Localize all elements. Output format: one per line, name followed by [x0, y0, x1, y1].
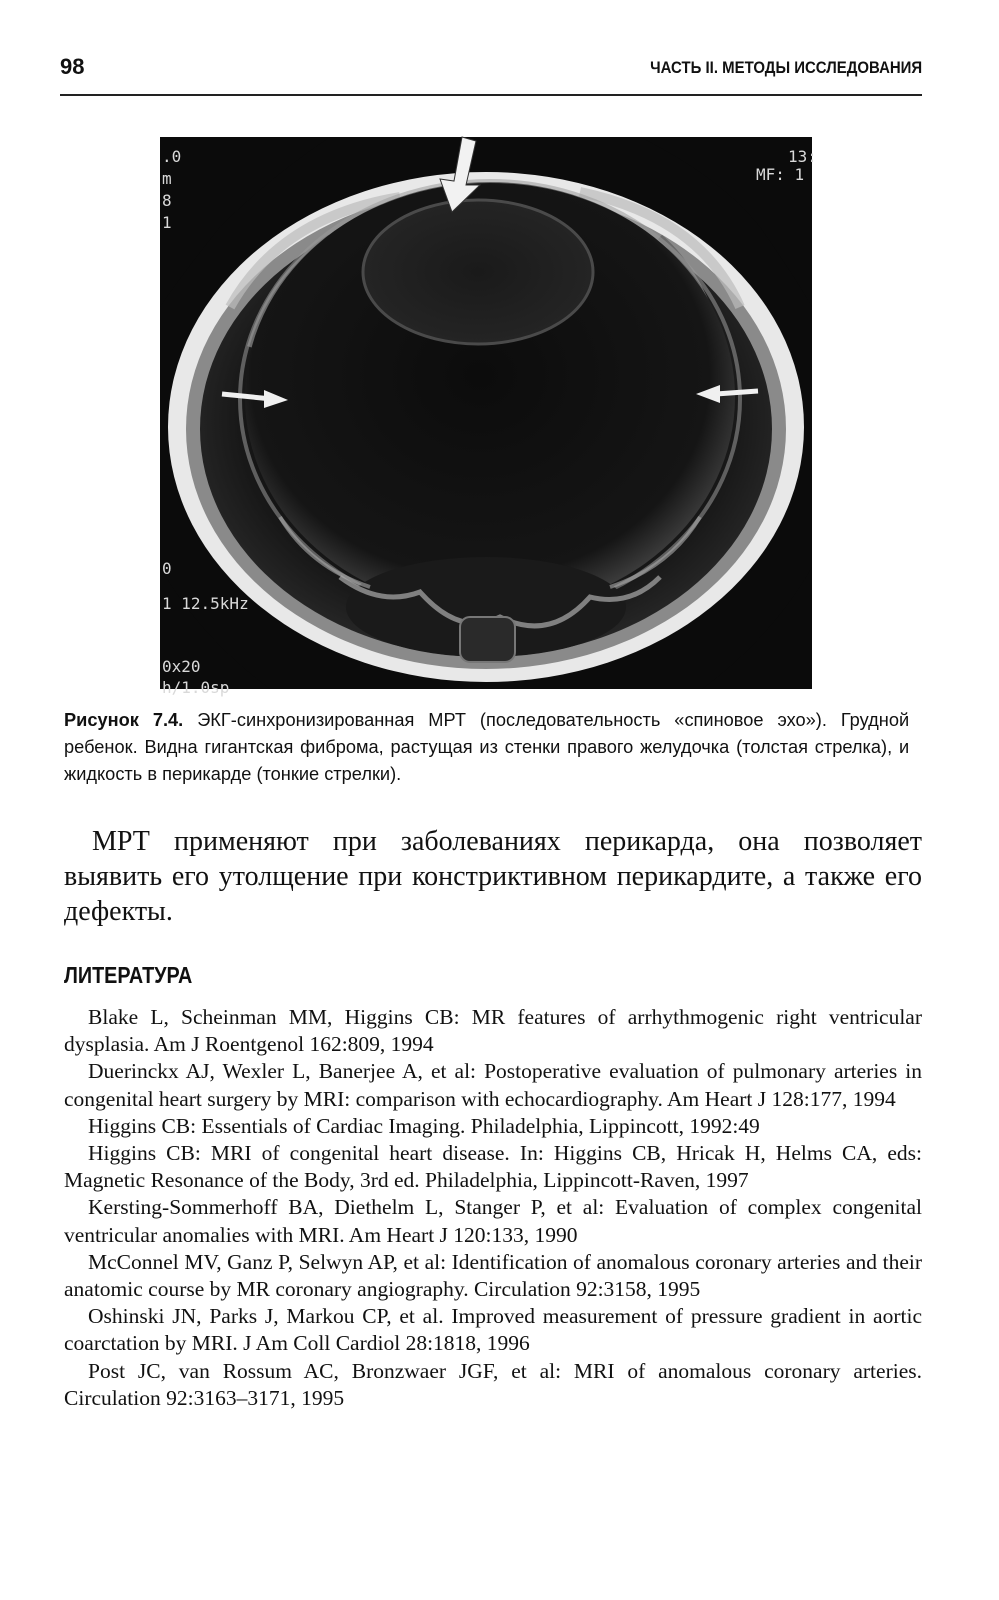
- overlay-text: MF: 1: [756, 165, 805, 184]
- reference-item: Kersting-Sommerhoff BA, Diethelm L, Stanger P, et al: Evaluation of complex congenital ventricular anomalies with MRI. Am Heart J 120:133, 1990: [64, 1195, 922, 1247]
- overlay-text: 13:: [788, 147, 817, 166]
- body-paragraph: МРТ применяют при заболеваниях перикарда, она позволяет выявить его утолщение при констриктивном перикардите, а также его дефекты.: [64, 826, 922, 927]
- running-head: ЧАСТЬ II. МЕТОДЫ ИССЛЕДОВАНИЯ: [649, 58, 922, 77]
- mri-image: [160, 137, 817, 697]
- reference-list: [64, 1004, 922, 1412]
- reference-item: Post JC, van Rossum AC, Bronzwaer JGF, et al: MRI of anomalous coronary arteries. Circulation 92:3163–3171, 1995: [64, 1358, 922, 1410]
- reference-item: Oshinski JN, Parks J, Markou CP, et al. Improved measurement of pressure gradient in aortic coarctation by MRI. J Am Coll Cardiol 28:1818, 1996: [64, 1304, 922, 1356]
- overlay-text: .0: [162, 147, 182, 166]
- overlay-text: m: [162, 169, 172, 188]
- overlay-text: h/1.0sp: [162, 678, 230, 697]
- figure-caption: [64, 706, 909, 787]
- reference-item: Higgins CB: Essentials of Cardiac Imaging. Philadelphia, Lippincott, 1992:49: [88, 1113, 760, 1138]
- overlay-text: 8: [162, 191, 172, 210]
- page-number: 98: [60, 54, 85, 79]
- section-title: ЛИТЕРАТУРА: [64, 962, 193, 988]
- overlay-text: 1: [162, 213, 172, 232]
- reference-item: Higgins CB: MRI of congenital heart disease. In: Higgins CB, Hricak H, Helms CA, eds: Magnetic Resonance of the Body, 3rd ed. Philadelphia, Lippincott-Raven, 1997: [64, 1141, 922, 1193]
- caption-text: ЭКГ-синхронизированная МРТ (последовательность «спиновое эхо»). Грудной ребенок. Видна гигантская фиброма, растущая из стенки правого желудочка (толстая стрелка), и жидкость в перикарде (тонкие стрелки).: [64, 709, 910, 784]
- reference-item: Duerinckx AJ, Wexler L, Banerjee A, et al: Postoperative evaluation of pulmonary arteries in congenital heart surgery by MRI: comparison with echocardiography. Am Heart J 128:177, 1994: [64, 1059, 922, 1111]
- mri-figure: [160, 137, 817, 697]
- page-header: [60, 48, 922, 96]
- overlay-text: 0: [162, 559, 172, 578]
- reference-item: McConnel MV, Ganz P, Selwyn AP, et al: Identification of anomalous coronary arteries and their anatomic course by MR coronary angiography. Circulation 92:3158, 1995: [64, 1249, 922, 1302]
- caption-label: Рисунок 7.4.: [64, 709, 184, 730]
- overlay-text: 0x20: [162, 657, 201, 676]
- reference-item: Blake L, Scheinman MM, Higgins CB: MR features of arrhythmogenic right ventricular dysplasia. Am J Roentgenol 162:809, 1994: [64, 1005, 922, 1057]
- overlay-text: 1 12.5kHz: [162, 594, 249, 613]
- fibroma-mass: [363, 200, 593, 344]
